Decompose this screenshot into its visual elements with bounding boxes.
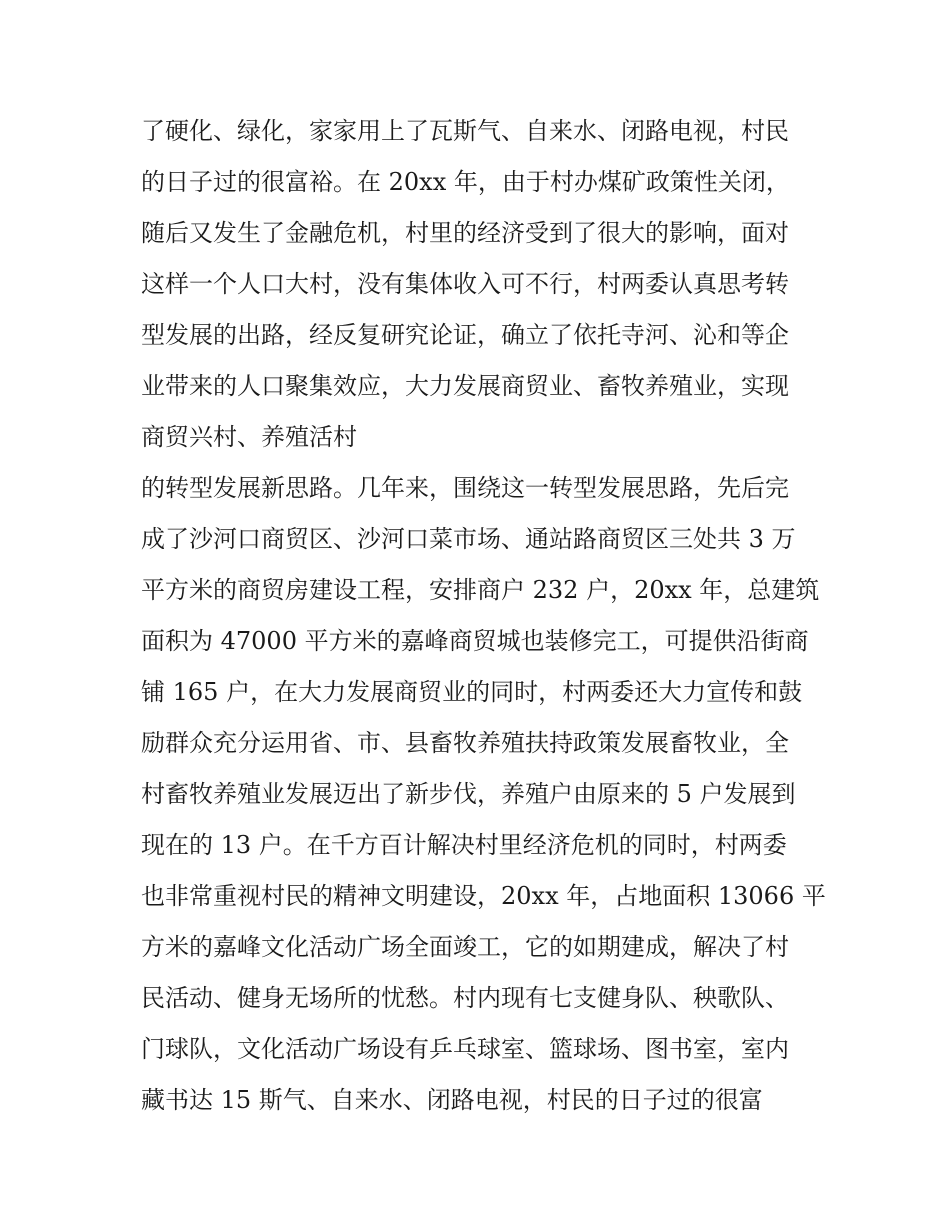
text-line: 成了沙河口商贸区、沙河口菜市场、通站路商贸区三处共 3 万 <box>141 525 796 553</box>
text-line: 藏书达 15 斯气、自来水、闭路电视，村民的日子过的很富 <box>141 1086 763 1114</box>
text-line: 平方米的商贸房建设工程，安排商户 232 户，20xx 年，总建筑 <box>141 576 820 604</box>
body-text <box>141 106 826 1126</box>
text-line: 也非常重视村民的精神文明建设，20xx 年，占地面积 13066 平 <box>141 882 826 910</box>
text-line: 商贸兴村、养殖活村 <box>141 423 357 451</box>
text-line: 业带来的人口聚集效应，大力发展商贸业、畜牧养殖业，实现 <box>141 372 789 400</box>
text-line: 励群众充分运用省、市、县畜牧养殖扶持政策发展畜牧业，全 <box>141 729 789 757</box>
text-line: 型发展的出路，经反复研究论证，确立了依托寺河、沁和等企 <box>141 321 789 349</box>
text-line: 面积为 47000 平方米的嘉峰商贸城也装修完工，可提供沿街商 <box>141 627 809 655</box>
text-line: 村畜牧养殖业发展迈出了新步伐，养殖户由原来的 5 户发展到 <box>141 780 796 808</box>
text-line: 的转型发展新思路。几年来，围绕这一转型发展思路，先后完 <box>141 474 789 502</box>
text-line: 方米的嘉峰文化活动广场全面竣工，它的如期建成，解决了村 <box>141 933 789 961</box>
text-line: 现在的 13 户。在千方百计解决村里经济危机的同时，村两委 <box>141 831 787 859</box>
text-line: 随后又发生了金融危机，村里的经济受到了很大的影响，面对 <box>141 219 789 247</box>
text-line: 门球队，文化活动广场设有乒乓球室、篮球场、图书室，室内 <box>141 1035 789 1063</box>
text-line: 民活动、健身无场所的忧愁。村内现有七支健身队、秧歌队、 <box>141 984 789 1012</box>
text-line: 了硬化、绿化，家家用上了瓦斯气、自来水、闭路电视，村民 <box>141 117 789 145</box>
text-line: 这样一个人口大村，没有集体收入可不行，村两委认真思考转 <box>141 270 789 298</box>
text-line: 铺 165 户，在大力发展商贸业的同时，村两委还大力宣传和鼓 <box>141 678 803 706</box>
text-line: 的日子过的很富裕。在 20xx 年，由于村办煤矿政策性关闭， <box>141 168 790 196</box>
